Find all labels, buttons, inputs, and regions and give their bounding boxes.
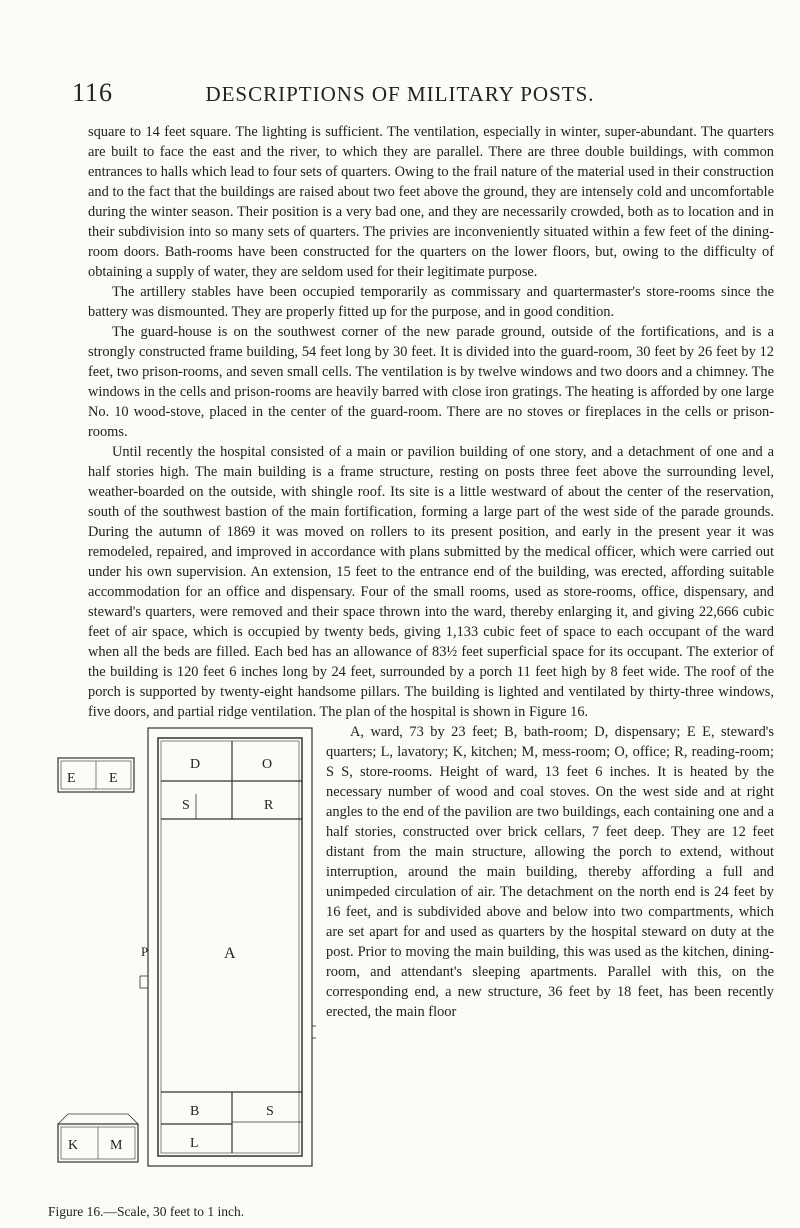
room-label-ward: A [224,945,236,962]
room-label-store-room-top: S [182,798,190,813]
paragraph-stables: The artillery stables have been occupied temporarily as commissary and quartermaster's store-rooms since the battery was dismounted. They are properly fitted up for the purpose, and in good condition. [88,284,774,320]
paragraph-quarters: square to 14 feet square. The lighting is sufficient. The ventilation, especially in winter, super-abundant. The quarters are built to face the east and the river, to which they are parallel. There are three double buildings, with common entrances to halls which lead to four sets of quarters. Owing to the frail nature of the material used in their construction and to the fact that the buildings are raised about two feet above the ground, they are intensely cold and uncomfortable during the winter season. Their position is a very bad one, and they are necessarily crowded, both as to location and in their subdivision into so many sets of quarters. The privies are inconveniently situated within a few feet of the dining-room doors. Bath-rooms have been constructed for the quarters on the lower floors, but, owing to the difficulty of obtaining a supply of water, they are seldom used for their legitimate purpose. [88,124,774,280]
room-label-bath-room: B [190,1104,200,1119]
body-text [48,122,774,1228]
room-label-e-left: E [67,771,76,786]
hospital-floor-plan-figure [48,726,316,1228]
room-label-reading-room: R [264,798,274,813]
page-header [0,78,800,114]
room-label-dispensary: D [190,757,201,772]
running-head: DESCRIPTIONS OF MILITARY POSTS. [205,82,595,106]
page-number: 116 [72,78,114,107]
paragraph-guard-house: The guard-house is on the southwest corner of the new parade ground, outside of the fortifications, and is a strongly constructed frame building, 54 feet long by 30 feet. It is divided into the guard-room, 30 feet by 26 feet by 12 feet, two prison-rooms, and seven small cells. The ventilation is by twelve windows and two doors and a chimney. The windows in the cells and prison-rooms are heavily barred with close iron gratings. The heating is afforded by one large No. 10 wood-stove, placed in the center of the guard-room. There are no stoves or fireplaces in the cells or prison-rooms. [88,324,774,440]
porch-label: P [141,944,149,959]
room-label-e-right: E [109,771,118,786]
paragraph-hospital: Until recently the hospital consisted of a main or pavilion building of one story, and a detachment of one and a half stories high. The main building is a frame structure, resting on posts three feet above the surrounding level, weather-boarded on the outside, with shingle roof. Its site is a little westward of about the center of the reservation, south of the southwest bastion of the main fortification, forming a large part of the west side of the parade grounds. During the autumn of 1869 it was moved on rollers to its present position, and early in the present year it was remodeled, repaired, and improved in accordance with plans submitted by the medical officer, which were carried out under his own supervision. An extension, 15 feet to the entrance end of the building, was erected, affording suitable accommodation for an office and dispensary. Four of the small rooms, used as store-rooms, office, dispensary, and steward's quarters, were removed and their space thrown into the ward, thereby enlarging it, and giving 22,666 cubic feet of air space, which is occupied by twenty beds, giving 1,133 cubic feet of space to each occupant of the ward when all the beds are filled. Each bed has an allowance of 83½ feet superficial space for its occupant. The exterior of the building is 120 feet 6 inches long by 24 feet, surrounded by a porch 11 feet high by 8 feet wide. The roof of the porch is supported by twenty-eight handsome pillars. The building is lighted and ventilated by thirty-three windows, five doors, and partial ridge ventilation. The plan of the hospital is shown in Figure 16. [88,444,774,720]
hospital-floor-plan [54,726,316,1202]
paragraph-figure-legend: A, ward, 73 by 23 feet; B, bath-room; D, dispensary; E E, steward's quarters; L, lavatory; K, kitchen; M, mess-room; O, office; R, reading-room; S S, store-rooms. Height of ward, 13 feet 6 inches. It is heated by the necessary number of wood and coal stoves. On the west side and at right angles to the end of the pavilion are two buildings, each containing one and a half stories, constructed over brick cellars, 7 feet deep. They are 12 feet distant from the main structure, allowing the porch to extend, without interruption, around the main building, thereby affording a full and unimpeded circulation of air. The detachment on the north end is 24 feet by 16 feet, and is subdivided above and below into two compartments, which are set apart for and used as quarters by the hospital steward on duty at the post. Prior to moving the main building, this was used as the kitchen, dining-room, and attendant's sleeping apartments. Parallel with this, on the corresponding end, a new structure, 36 feet by 18 feet, has been recently erected, the main floor [326,724,774,1020]
room-label-mess-room: M [110,1138,123,1153]
room-label-kitchen: K [68,1138,79,1153]
figure-caption: Figure 16.—Scale, 30 feet to 1 inch. [48,1204,245,1219]
room-label-office: O [262,757,273,772]
room-label-lavatory: L [190,1136,199,1151]
room-label-store-room-bottom: S [266,1104,274,1119]
